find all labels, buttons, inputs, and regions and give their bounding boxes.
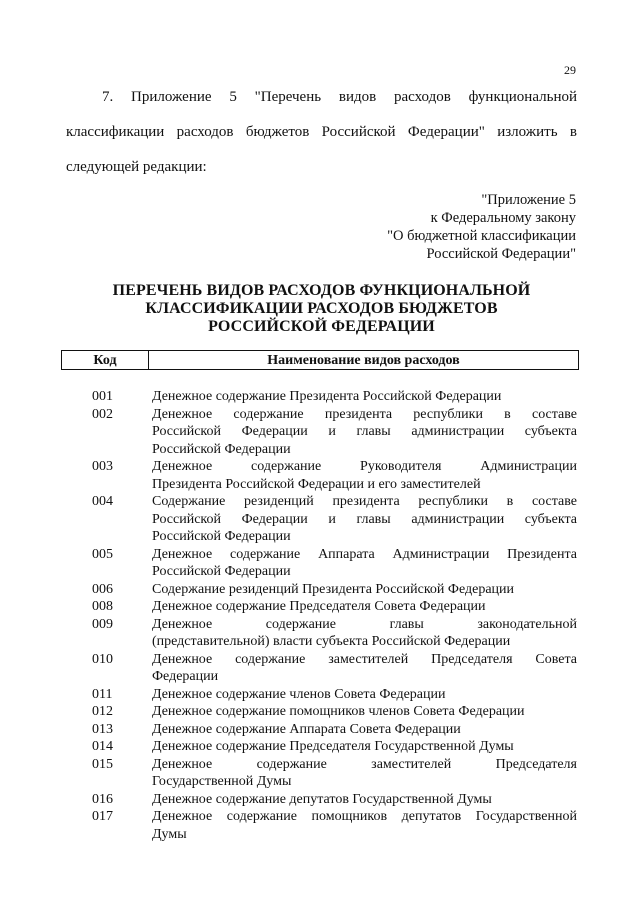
document-title [66, 282, 577, 336]
row-name [152, 616, 577, 651]
row-name-line: Денежное содержание помощников членов Совета Федерации [152, 704, 525, 719]
appendix-header-line: "Приложение 5 [481, 192, 576, 208]
row-name-line: Денежное содержание Президента Российской Федерации [152, 389, 502, 404]
row-name [152, 721, 577, 739]
row-name-line: Содержание резиденций Президента Российской Федерации [152, 581, 515, 597]
row-name-line: Содержание резиденций президента республики в составе [152, 494, 577, 509]
row-name-line: Российской Федерации [152, 564, 291, 579]
row-name [152, 546, 577, 581]
row-name-line: Государственной Думы [152, 774, 292, 789]
row-name [152, 808, 577, 843]
row-code: 013 [92, 721, 113, 737]
row-name [152, 598, 577, 616]
table-row [66, 598, 577, 616]
document-title-line: КЛАССИФИКАЦИИ РАСХОДОВ БЮДЖЕТОВ [145, 300, 498, 317]
table-row [66, 686, 577, 704]
row-name-line: Президента Российской Федерации и его заместителей [152, 476, 481, 492]
row-name-line: Денежное содержание президента республики в составе [152, 406, 577, 422]
table-row [66, 721, 577, 739]
row-name [152, 493, 577, 546]
row-name-line: Денежное содержание главы законодательной [152, 616, 577, 632]
row-name-line: Денежное содержание Председателя Совета Федерации [152, 599, 486, 614]
table-row [66, 406, 577, 459]
row-code: 012 [92, 704, 113, 719]
page-number: 29 [564, 63, 576, 77]
table-row [66, 808, 577, 843]
row-name-line: Российской Федерации [152, 441, 291, 457]
table-row [66, 388, 577, 406]
appendix-header-line: к Федеральному закону [430, 210, 576, 226]
intro-line-1: 7. Приложение 5 "Перечень видов расходов функциональной [102, 89, 577, 105]
row-code: 010 [92, 651, 113, 667]
document-title-line: ПЕРЕЧЕНЬ ВИДОВ РАСХОДОВ ФУНКЦИОНАЛЬНОЙ [112, 282, 531, 299]
row-code: 003 [92, 459, 113, 474]
row-code: 005 [92, 546, 113, 562]
row-code: 017 [92, 809, 113, 824]
row-name-line: Российской Федерации и главы администрации субъекта [152, 424, 577, 439]
row-code: 006 [92, 581, 113, 597]
row-name-line: Российской Федерации [152, 529, 291, 544]
document-title-line: РОССИЙСКОЙ ФЕДЕРАЦИИ [208, 318, 435, 335]
row-code: 001 [92, 389, 113, 404]
table-header-code: Код [62, 351, 149, 369]
row-name-line: Денежное содержание депутатов Государственной Думы [152, 791, 492, 807]
row-name-line: Денежное содержание членов Совета Федерации [152, 686, 446, 702]
row-name-line: Денежное содержание заместителей Председателя [152, 756, 577, 772]
row-name [152, 738, 577, 756]
row-name [152, 581, 577, 599]
row-name [152, 686, 577, 704]
table-row [66, 616, 577, 651]
row-code: 009 [92, 616, 113, 632]
row-name [152, 703, 577, 721]
table-row [66, 458, 577, 493]
row-name [152, 388, 577, 406]
row-name [152, 756, 577, 791]
row-name-line: Денежное содержание Аппарата Совета Федерации [152, 721, 461, 737]
row-code: 004 [92, 494, 113, 509]
row-name-line: (представительной) власти субъекта Российской Федерации [152, 634, 511, 649]
row-name-line: Денежное содержание помощников депутатов Государственной [152, 809, 577, 824]
row-name [152, 651, 577, 686]
row-name-line: Думы [152, 826, 187, 842]
row-name-line: Денежное содержание заместителей Председателя Совета [152, 651, 577, 667]
row-name [152, 458, 577, 493]
appendix-header-line: "О бюджетной классификации [387, 228, 576, 244]
appendix-header [340, 191, 576, 263]
table-header [61, 350, 579, 370]
table-header-name: Наименование видов расходов [267, 353, 460, 368]
intro-line-2: классификации расходов бюджетов Российской Федерации" изложить в [66, 124, 577, 140]
table-row [66, 651, 577, 686]
table-row [66, 703, 577, 721]
row-name-line: Российской Федерации и главы администрации субъекта [152, 511, 577, 527]
row-code: 014 [92, 739, 113, 754]
row-name-line: Денежное содержание Аппарата Администрации Президента [152, 546, 577, 562]
row-name [152, 406, 577, 459]
table-row [66, 493, 577, 546]
table-row [66, 791, 577, 809]
row-code: 016 [92, 791, 113, 807]
row-code: 015 [92, 756, 113, 772]
table-row [66, 546, 577, 581]
intro-line-3: следующей редакции: [66, 159, 207, 175]
table-row [66, 581, 577, 599]
row-code: 002 [92, 406, 113, 422]
row-name [152, 791, 577, 809]
row-code: 011 [92, 686, 113, 702]
table-body [66, 388, 577, 843]
table-row [66, 756, 577, 791]
row-name-line: Денежное содержание Председателя Государственной Думы [152, 739, 514, 754]
table-row [66, 738, 577, 756]
row-name-line: Федерации [152, 669, 219, 684]
row-code: 008 [92, 599, 113, 614]
row-name-line: Денежное содержание Руководителя Администрации [152, 459, 577, 474]
appendix-header-line: Российской Федерации" [426, 246, 576, 262]
